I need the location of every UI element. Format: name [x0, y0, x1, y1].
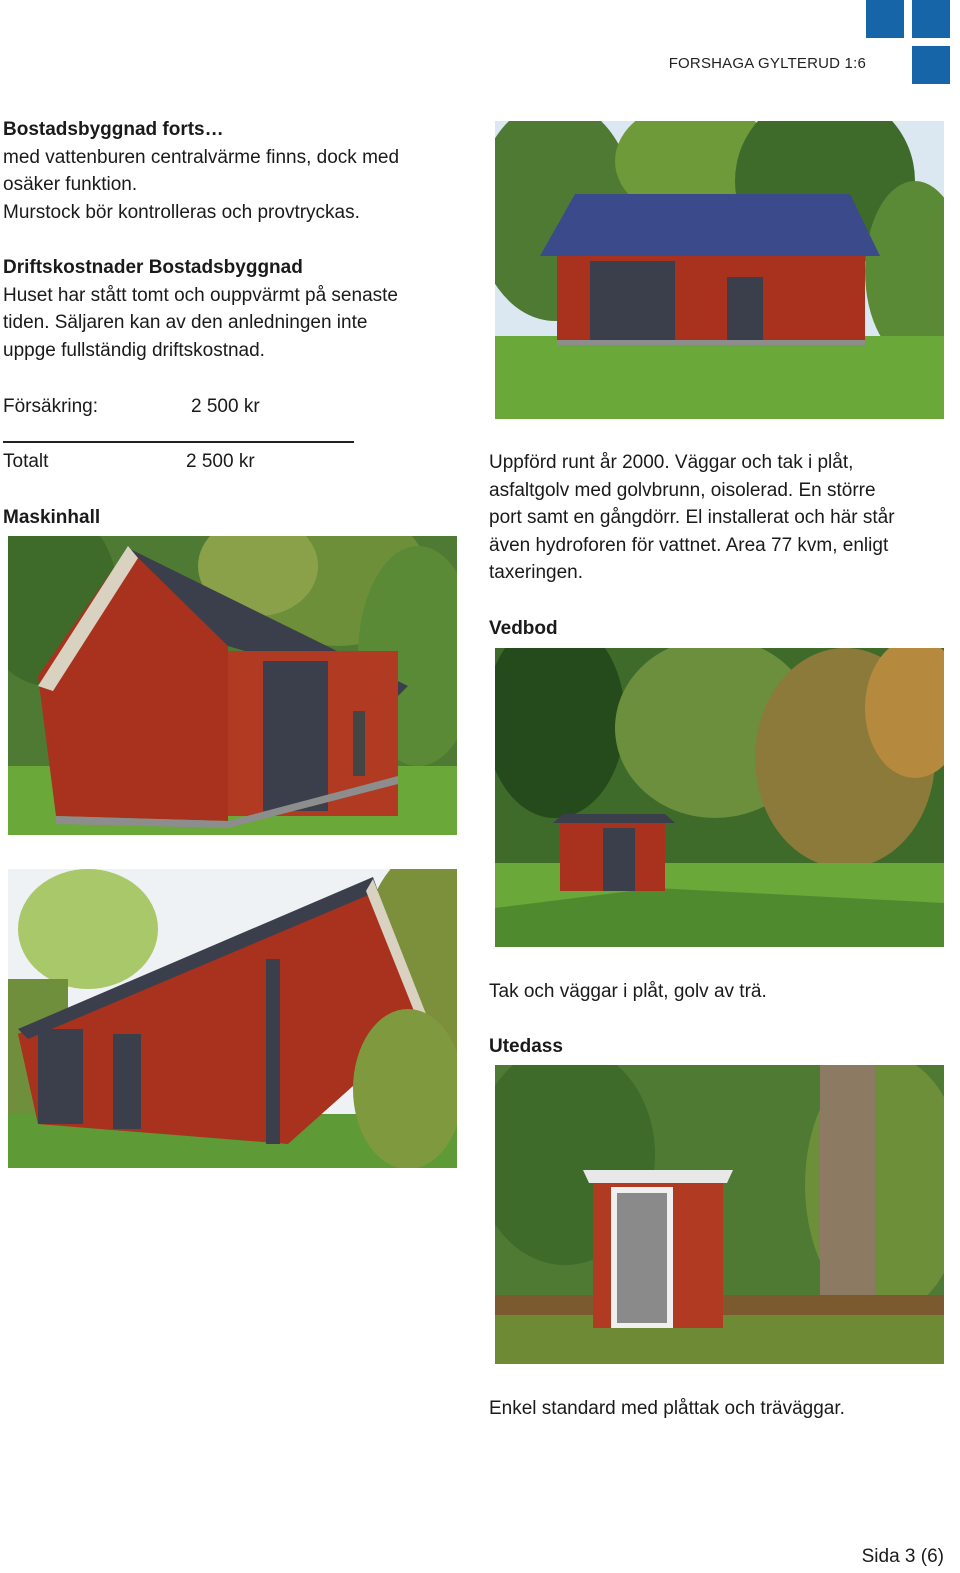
maskinhall-line-4: även hydroforen för vattnet. Area 77 kvm, enligt: [489, 534, 889, 556]
logo-square-3: [912, 46, 950, 84]
maskinhall-line-1: Uppförd runt år 2000. Väggar och tak i plåt,: [489, 452, 854, 473]
maskinhall-line-2: asfaltgolv med golvbrunn, oisolerad. En större: [489, 479, 876, 501]
utedass-heading: Utedass: [489, 1036, 563, 1057]
maskinhall-photo-front: [8, 536, 457, 835]
drift-line-1: Huset har stått tomt och ouppvärmt på senaste: [3, 284, 398, 306]
header-title: FORSHAGA GYLTERUD 1:6: [668, 55, 866, 72]
logo-square-2: [912, 0, 950, 38]
drift-heading: Driftskostnader Bostadsbyggnad: [3, 257, 303, 278]
maskinhall-heading: Maskinhall: [3, 507, 101, 528]
totalt-label: Totalt: [3, 451, 49, 472]
utedass-photo: [495, 1065, 944, 1364]
vedbod-text: Tak och väggar i plåt, golv av trä.: [489, 981, 767, 1002]
vedbod-heading: Vedbod: [489, 618, 558, 639]
totalt-value: 2 500 kr: [186, 451, 255, 472]
maskinhall-photo-rear: [8, 869, 457, 1168]
page-number: Sida 3 (6): [861, 1546, 944, 1567]
maskinhall-line-3: port samt en gångdörr. El installerat och här står: [489, 507, 895, 529]
forsakring-value: 2 500 kr: [191, 396, 260, 417]
maskinhall-line-5: taxeringen.: [489, 562, 584, 584]
bostad-line-3: Murstock bör kontrolleras och provtryckas.: [3, 201, 360, 223]
vedbod-photo: [495, 648, 944, 947]
bostad-line-2: osäker funktion.: [3, 174, 138, 196]
bostad-line-1: med vattenburen centralvärme finns, dock med: [3, 146, 400, 168]
bostad-heading: Bostadsbyggnad forts…: [3, 119, 224, 140]
drift-line-2: tiden. Säljaren kan av den anledningen inte: [3, 312, 368, 334]
drift-line-3: uppge fullständig driftskostnad.: [3, 339, 265, 361]
utedass-text: Enkel standard med plåttak och träväggar.: [489, 1398, 845, 1419]
logo-square-1: [866, 0, 904, 38]
building-photo-main: [495, 121, 944, 419]
forsakring-label: Försäkring:: [3, 396, 99, 417]
cost-divider: [3, 441, 354, 443]
